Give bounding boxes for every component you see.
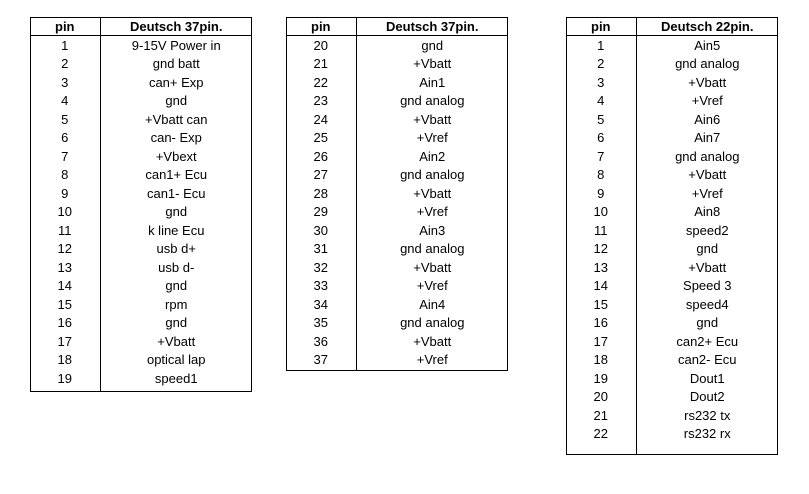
pin-function-cell: +Vref	[416, 204, 448, 220]
pin-number-cell: 14	[30, 277, 100, 296]
table-row	[286, 314, 508, 333]
pin-function-cell: Dout2	[689, 389, 725, 405]
connector-column-header: Deutsch 37pin.	[356, 17, 508, 36]
pin-number-cell: 28	[286, 184, 356, 203]
table-body	[286, 36, 508, 372]
pin-number-cell: 1	[30, 36, 100, 55]
pin-number-cell: 15	[566, 295, 636, 314]
table-row	[566, 277, 778, 296]
table-row	[286, 332, 508, 351]
pin-number-cell: 5	[30, 110, 100, 129]
pin-function-cell: optical lap	[146, 352, 206, 368]
pin-number-cell: 20	[566, 388, 636, 407]
table-row	[286, 110, 508, 129]
table-row	[566, 240, 778, 259]
pin-function-cell: +Vbatt	[413, 333, 452, 349]
pin-function-cell: rs232 tx	[684, 407, 731, 423]
pin-number-cell: 33	[286, 277, 356, 296]
pin-function-cell: gnd	[165, 93, 188, 109]
pin-number-cell: 6	[566, 129, 636, 148]
pin-function-cell: gnd	[165, 204, 188, 220]
table-row	[286, 240, 508, 259]
pin-function-cell: can2+ Ecu	[676, 333, 739, 349]
table-row	[566, 425, 778, 444]
pin-number-cell: 22	[286, 73, 356, 92]
pin-function-cell: +Vbatt	[157, 333, 196, 349]
table-row	[30, 55, 252, 74]
pin-number-cell: 26	[286, 147, 356, 166]
table-row	[566, 55, 778, 74]
pin-number-cell: 35	[286, 314, 356, 333]
pin-number-cell: 1	[566, 36, 636, 55]
table-row	[30, 166, 252, 185]
pin-function-cell: usb d-	[158, 259, 195, 275]
table-row	[30, 147, 252, 166]
table-filler-row	[566, 443, 778, 455]
table-body	[30, 36, 252, 393]
pin-number-cell: 25	[286, 129, 356, 148]
pin-number-cell: 37	[286, 351, 356, 370]
pin-function-cell: Ain1	[419, 74, 446, 90]
table-row	[30, 73, 252, 92]
pin-number-cell: 31	[286, 240, 356, 259]
pin-function-cell: Ain8	[694, 204, 721, 220]
pin-function-cell: +Vbext	[155, 148, 197, 164]
pinout-table-3	[566, 17, 778, 455]
pin-function-cell: +Vbatt	[413, 56, 452, 72]
table-row	[30, 295, 252, 314]
table-row	[30, 277, 252, 296]
pin-function-cell: speed1	[154, 370, 198, 386]
pin-number-cell: 2	[566, 55, 636, 74]
pin-function-cell: speed2	[685, 222, 729, 238]
table-header-row	[566, 17, 778, 36]
pin-number-cell: 22	[566, 425, 636, 444]
pin-function-cell: gnd batt	[152, 56, 200, 72]
pin-function-cell: +Vref	[691, 93, 723, 109]
pin-number-cell: 17	[566, 332, 636, 351]
pin-function-cell: k line Ecu	[148, 222, 205, 238]
pin-function-cell: Ain5	[694, 37, 721, 53]
pin-function-cell: gnd analog	[400, 93, 465, 109]
pin-function-cell: gnd	[421, 37, 444, 53]
pin-number-cell: 9	[30, 184, 100, 203]
connector-column-header: Deutsch 22pin.	[636, 17, 778, 36]
pin-function-cell: gnd analog	[675, 148, 740, 164]
pin-number-cell: 19	[566, 369, 636, 388]
pin-number-cell: 8	[566, 166, 636, 185]
table-row	[30, 314, 252, 333]
pin-number-cell: 8	[30, 166, 100, 185]
pin-function-cell: usb d+	[156, 241, 196, 257]
pin-number-cell: 27	[286, 166, 356, 185]
table-row	[30, 240, 252, 259]
table-row	[30, 110, 252, 129]
filler-cell	[356, 369, 508, 371]
pin-function-cell: gnd	[696, 241, 719, 257]
pin-function-cell: Ain2	[419, 148, 446, 164]
pin-function-cell: +Vbatt can	[144, 111, 208, 127]
table-row	[286, 129, 508, 148]
pin-number-cell: 9	[566, 184, 636, 203]
pin-function-cell: +Vbatt	[413, 259, 452, 275]
table-row	[566, 295, 778, 314]
pin-function-cell: gnd analog	[400, 315, 465, 331]
table-row	[566, 36, 778, 55]
table-row	[566, 388, 778, 407]
pin-number-cell: 10	[30, 203, 100, 222]
filler-cell	[636, 443, 778, 455]
pin-function-cell: +Vref	[416, 278, 448, 294]
table-header-row	[286, 17, 508, 36]
pin-function-cell: can+ Exp	[148, 74, 204, 90]
pin-number-cell: 12	[30, 240, 100, 259]
pin-number-cell: 19	[30, 369, 100, 388]
pin-function-cell: Ain4	[419, 296, 446, 312]
table-row	[566, 166, 778, 185]
pin-function-cell: gnd	[165, 315, 188, 331]
pin-number-cell: 4	[30, 92, 100, 111]
pin-function-cell: Ain7	[694, 130, 721, 146]
table-row	[286, 147, 508, 166]
table-row	[30, 129, 252, 148]
pin-number-cell: 3	[566, 73, 636, 92]
pin-number-cell: 24	[286, 110, 356, 129]
pin-function-cell: Ain6	[694, 111, 721, 127]
pinout-table-1	[30, 17, 252, 392]
table-row	[30, 203, 252, 222]
pin-number-cell: 16	[30, 314, 100, 333]
table-row	[286, 258, 508, 277]
pinout-table-2	[286, 17, 508, 371]
pin-function-cell: +Vref	[691, 185, 723, 201]
pin-number-cell: 13	[30, 258, 100, 277]
pin-function-cell: Ain3	[419, 222, 446, 238]
table-row	[566, 221, 778, 240]
table-row	[30, 369, 252, 388]
pin-function-cell: can- Exp	[150, 130, 202, 146]
table-row	[566, 314, 778, 333]
pin-number-cell: 29	[286, 203, 356, 222]
filler-cell	[286, 369, 356, 371]
table-row	[286, 351, 508, 370]
pin-number-cell: 6	[30, 129, 100, 148]
pin-number-cell: 34	[286, 295, 356, 314]
pin-column-header: pin	[286, 17, 356, 36]
table-row	[286, 73, 508, 92]
pin-function-cell: +Vref	[416, 352, 448, 368]
table-row	[286, 221, 508, 240]
pin-function-cell: rs232 rx	[683, 426, 731, 442]
table-row	[30, 36, 252, 55]
pin-number-cell: 21	[566, 406, 636, 425]
table-row	[30, 351, 252, 370]
table-row	[30, 92, 252, 111]
table-row	[286, 36, 508, 55]
pin-function-cell: +Vbatt	[413, 111, 452, 127]
pin-number-cell: 10	[566, 203, 636, 222]
pin-number-cell: 32	[286, 258, 356, 277]
table-row	[30, 184, 252, 203]
pin-number-cell: 20	[286, 36, 356, 55]
table-row	[566, 129, 778, 148]
table-filler-row	[30, 388, 252, 393]
pin-function-cell: rpm	[165, 296, 188, 312]
pin-function-cell: +Vbatt	[688, 167, 727, 183]
pin-number-cell: 17	[30, 332, 100, 351]
filler-cell	[566, 443, 636, 455]
table-row	[30, 332, 252, 351]
table-row	[30, 221, 252, 240]
pin-number-cell: 3	[30, 73, 100, 92]
pin-function-cell: gnd analog	[400, 167, 465, 183]
pin-number-cell: 7	[30, 147, 100, 166]
pin-function-cell: gnd	[696, 315, 719, 331]
table-body	[566, 36, 778, 456]
table-row	[566, 184, 778, 203]
pin-function-cell: +Vbatt	[688, 259, 727, 275]
pin-number-cell: 18	[30, 351, 100, 370]
table-row	[566, 203, 778, 222]
table-row	[566, 351, 778, 370]
table-row	[566, 110, 778, 129]
pin-number-cell: 30	[286, 221, 356, 240]
pin-function-cell: gnd	[165, 278, 188, 294]
table-row	[286, 184, 508, 203]
filler-cell	[30, 388, 100, 393]
pin-column-header: pin	[566, 17, 636, 36]
pin-number-cell: 5	[566, 110, 636, 129]
pin-number-cell: 13	[566, 258, 636, 277]
pin-number-cell: 7	[566, 147, 636, 166]
table-row	[566, 332, 778, 351]
table-row	[286, 92, 508, 111]
table-row	[566, 92, 778, 111]
pin-number-cell: 14	[566, 277, 636, 296]
pin-function-cell: gnd analog	[675, 56, 740, 72]
filler-cell	[100, 388, 252, 393]
pin-function-cell: +Vbatt	[413, 185, 452, 201]
pin-function-cell: speed4	[685, 296, 729, 312]
pin-function-cell: +Vref	[416, 130, 448, 146]
pin-number-cell: 2	[30, 55, 100, 74]
table-header-row	[30, 17, 252, 36]
table-row	[286, 277, 508, 296]
table-row	[566, 73, 778, 92]
pin-function-cell: Dout1	[689, 370, 725, 386]
pin-number-cell: 15	[30, 295, 100, 314]
pin-number-cell: 16	[566, 314, 636, 333]
pin-function-cell: +Vbatt	[688, 74, 727, 90]
pin-function-cell: 9-15V Power in	[131, 37, 221, 53]
connector-column-header: Deutsch 37pin.	[100, 17, 252, 36]
pin-function-cell: gnd analog	[400, 241, 465, 257]
table-row	[286, 166, 508, 185]
pin-function-cell: can1- Ecu	[146, 185, 206, 201]
table-row	[286, 55, 508, 74]
table-row	[566, 147, 778, 166]
table-row	[566, 258, 778, 277]
table-row	[566, 369, 778, 388]
pin-function-cell: can2- Ecu	[677, 352, 737, 368]
pin-function-cell: can1+ Ecu	[145, 167, 208, 183]
pin-number-cell: 12	[566, 240, 636, 259]
table-row	[286, 295, 508, 314]
pin-function-cell: Speed 3	[683, 278, 732, 294]
pin-column-header: pin	[30, 17, 100, 36]
pin-number-cell: 23	[286, 92, 356, 111]
pin-number-cell: 11	[566, 221, 636, 240]
table-row	[286, 203, 508, 222]
pin-number-cell: 4	[566, 92, 636, 111]
table-row	[30, 258, 252, 277]
pin-number-cell: 36	[286, 332, 356, 351]
pin-number-cell: 11	[30, 221, 100, 240]
table-row	[566, 406, 778, 425]
pin-number-cell: 18	[566, 351, 636, 370]
table-filler-row	[286, 369, 508, 371]
pin-number-cell: 21	[286, 55, 356, 74]
